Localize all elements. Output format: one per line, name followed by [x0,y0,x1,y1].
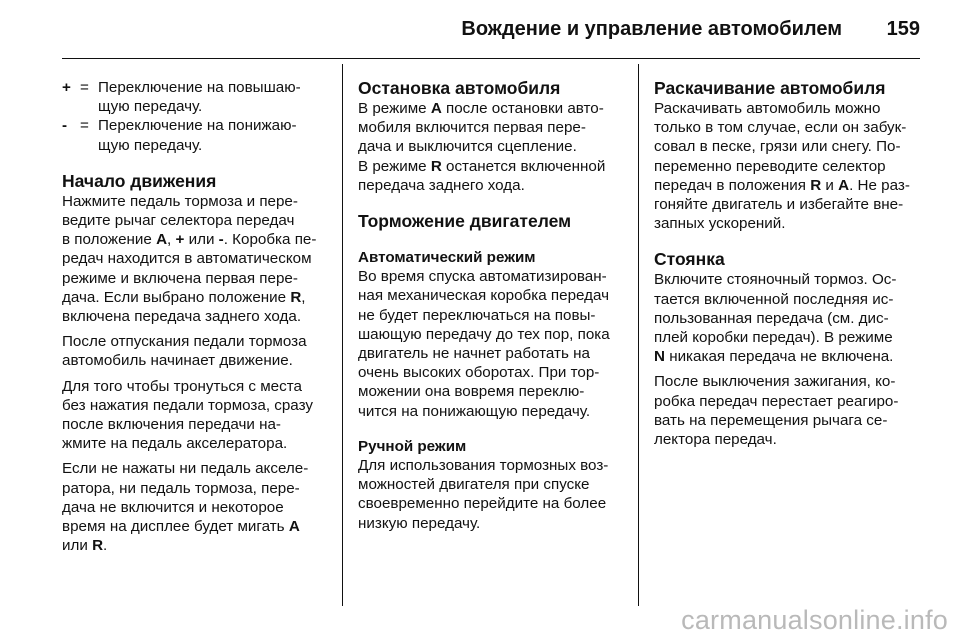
text-fragment: после остановки авто- [441,100,604,117]
text-fragment: , [167,231,176,249]
text-line: щую передачу. [98,98,203,116]
text-line: пользованная передача (см. дис- [654,309,889,327]
text-line: В режиме [358,157,431,175]
text-fragment: . [103,537,108,555]
section-heading-stop: Остановка автомобиля [358,78,561,98]
text-line: можении она вовремя переклю- [358,383,585,401]
page-header [0,0,960,70]
definition-text [98,78,332,116]
text-line: без нажатия педали тормоза, сразу [62,396,313,414]
text-line: Переключение на повышаю- [98,79,301,96]
text-line: жмите на педаль акселератора. [62,435,288,453]
text-line: Если не нажаты ни педаль акселе- [62,460,309,478]
text-line: совал в песке, грязи или снегу. По- [654,138,901,156]
column-divider-1 [342,64,343,606]
text-fragment: . Не раз- [849,176,910,194]
paragraph [62,377,332,454]
paragraph [358,267,628,421]
text-line: гоняйте двигатель и избегайте вне- [654,196,904,214]
definition-separator: = [80,79,89,96]
text-line: время на дисплее будет мигать [62,518,289,536]
text-line: вать на перемещения рычага се- [654,411,888,429]
paragraph [62,192,332,326]
text-fragment: или [184,231,219,249]
text-line: ратора, ни педаль тормоза, пере- [62,479,300,497]
gear-symbol: - [218,231,224,249]
page-number: 159 [886,18,920,40]
text-line: ведите рычаг селектора передач [62,212,295,230]
column-divider-2 [638,64,639,606]
text-line: передача заднего хода. [358,176,525,194]
text-fragment: никакая передача не включена. [664,348,894,366]
text-line: только в том случае, если он забук- [654,119,907,137]
definition-upshift [62,78,332,116]
column-2 [358,78,628,533]
text-line: после включения передачи на- [62,416,281,434]
text-fragment: . Коробка пе- [223,231,317,249]
definition-key: + [62,79,71,96]
text-line: запных ускорений. [654,215,786,233]
text-line: можностей двигателя при спуске [358,476,590,494]
text-line: автомобиль начинает движение. [62,352,293,370]
text-line: или [62,537,93,555]
text-line: мобиля включится первая пере- [358,119,586,137]
text-fragment: , [301,288,306,306]
page-title: Вождение и управление автомобилем [461,18,842,40]
text-line: редач находится в автоматическом [62,250,312,268]
text-line: переменно переводите селектор [654,157,886,175]
gear-symbol: A [288,518,300,536]
text-line: Раскачивать автомобиль можно [654,100,881,117]
definition-downshift [62,116,332,154]
text-line: Для того чтобы тронуться с места [62,377,302,395]
text-line: ная механическая коробка передач [358,287,610,305]
paragraph [62,332,332,370]
text-line: щую передачу. [98,136,203,154]
gear-symbol: + [175,231,185,249]
text-line: режиме и включена первая пере- [62,269,298,287]
text-line: После отпускания педали тормоза [62,333,307,351]
subheading-auto-mode: Автоматический режим [358,249,536,267]
paragraph [654,99,924,233]
section-heading-parking: Стоянка [654,249,725,270]
gear-symbol: A [430,100,442,117]
section-heading-rocking: Раскачивание автомобиля [654,78,886,98]
text-line: дача. Если выбрано положение [62,288,291,306]
text-line: передач в положения [654,176,811,194]
gear-symbol: R [290,288,302,306]
text-line: Переключение на понижаю- [98,117,297,135]
text-line: очень высоких оборотах. При тор- [358,364,600,382]
subheading-manual-mode: Ручной режим [358,437,467,455]
text-line: в положение [62,231,157,249]
text-line: не будет переключаться на повы- [358,306,596,324]
watermark: carmanualsonline.info [681,605,948,635]
text-line: В режиме [358,100,431,117]
paragraph [358,456,628,533]
gear-symbol: R [430,157,442,175]
header-divider [62,58,920,59]
text-line: тается включенной последняя ис- [654,290,894,308]
text-line: своевременно перейдите на более [358,495,607,513]
text-line: дача не включится и некоторое [62,498,284,516]
text-line: Для использования тормозных воз- [358,457,609,475]
text-line: плей коробки передач). В режиме [654,329,893,347]
definition-separator: = [80,117,89,135]
text-line: двигатель не начнет работать на [358,345,590,363]
text-line: После выключения зажигания, ко- [654,373,896,391]
text-line: Включите стояночный тормоз. Ос- [654,271,897,289]
gear-symbol: N [654,348,665,366]
text-line: включена передача заднего хода. [62,308,302,326]
text-line: лектора передач. [654,431,777,449]
text-line: Во время спуска автоматизирован- [358,268,607,286]
text-fragment: останется включенной [441,157,606,175]
paragraph [62,459,332,555]
text-line: робка передач перестает реагиро- [654,392,899,410]
text-line: шающую передачу до тех пор, пока [358,325,610,343]
gear-symbol: A [156,231,168,249]
column-3 [654,78,924,449]
gear-symbol: R [810,176,822,194]
text-line: чится на понижающую передачу. [358,402,591,420]
column-1 [62,78,332,555]
gear-symbol: R [92,537,104,555]
paragraph [654,270,924,366]
definition-text [98,116,332,154]
text-line: Нажмите педаль тормоза и пере- [62,192,298,210]
section-heading-start: Начало движения [62,170,217,191]
text-line: дача и выключится сцепление. [358,138,577,156]
definition-key: - [62,117,68,135]
paragraph [358,99,628,195]
text-line: низкую передачу. [358,514,481,532]
text-fragment: и [821,176,839,194]
gear-symbol: A [838,176,850,194]
paragraph [654,372,924,449]
section-heading-engine-braking: Торможение двигателем [358,211,572,232]
